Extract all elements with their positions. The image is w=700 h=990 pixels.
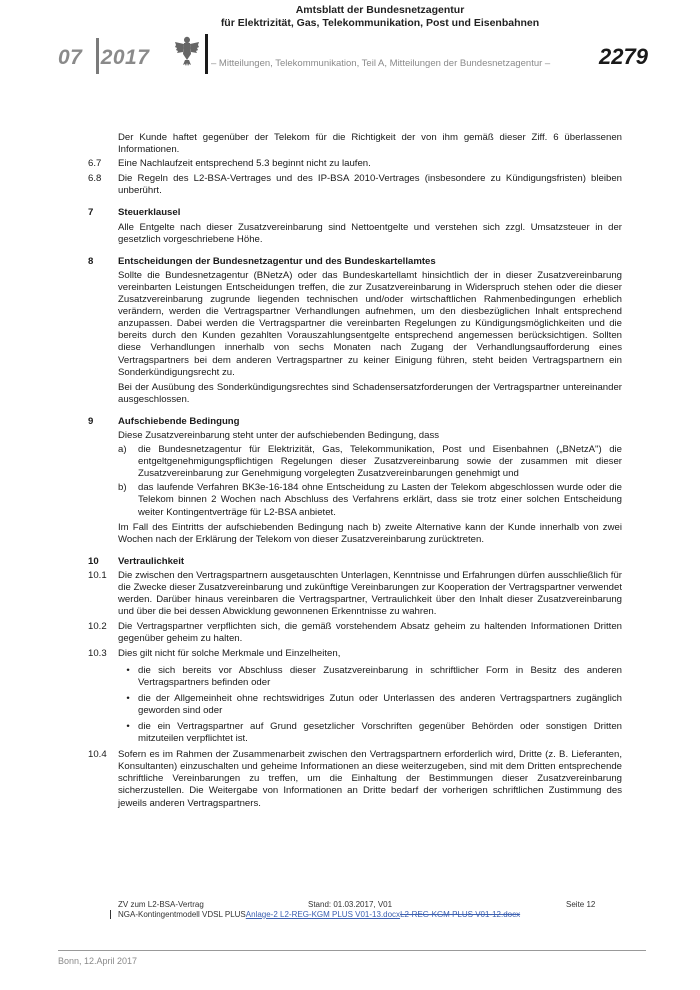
- journal-title-line1: Amtsblatt der Bundesnetzagentur: [295, 4, 465, 16]
- issue-year: 2017: [100, 46, 150, 69]
- clause-10-1: [88, 570, 622, 618]
- bottom-rule: [58, 950, 646, 951]
- bullet-icon: •: [126, 692, 130, 704]
- condition-text: das laufende Verfahren BK3e-16-184 ohne Entscheidung zu Lasten der Telekom abgeschlossen wurde oder die Telekom binnen 2 Wochen nach Abschluss des Verfahrens erklärt, dass sie trotz einer solchen Entscheidung weiter Kontingentverträge für L2-BSA anbietet.: [138, 482, 622, 518]
- section-number: 8: [88, 255, 94, 267]
- clause-text: Sofern es im Rahmen der Zusammenarbeit zwischen den Vertragspartnern erforderlich wird, Dritte (z. B. Lieferanten, Konsultanten) einzuschalten und geheime Informationen an diese weiterzugeben, sind mit dem Dritten entsprechende schriftliche Vereinbarungen zu treffen, um die Einhaltung der Bestimmungen dieser Zusatzvereinbarung sicherzustellen. Die Weitergabe von Informationen an Dritte bedarf der vorherigen schriftlichen Zustimmung des jeweils anderen Vertragspartners.: [118, 749, 622, 809]
- header-divider: [96, 38, 99, 74]
- footer-file-deleted: L2-REG-KGM PLUS V01-12.docx: [400, 910, 521, 919]
- change-bar: [110, 910, 111, 919]
- condition-text: die Bundesnetzagentur für Elektrizität, Gas, Telekommunikation, Post und Eisenbahnen („BNetzA") die entgeltgenehmigungspflichtigen Regelungen dieser Zusatzvereinbarung sowie der zusammen mit dieser Zusatzvereinbarung zur Genehmigung vorgelegten Zusatzvereinbarungen genehmigt und: [138, 444, 622, 480]
- section-9-lead: Diese Zusatzvereinbarung steht unter der aufschiebenden Bedingung, dass: [118, 429, 440, 441]
- condition-label: a): [118, 444, 127, 456]
- page-number: 2279: [599, 44, 648, 69]
- clause-10-2: [88, 621, 622, 645]
- section-9-tail: Im Fall des Eintritts der aufschiebenden Bedingung nach b) zweite Alternative kann der Kunde innerhalb von zwei Wochen nach der Erklärung der Telekom von dieser Zusatzvereinbarung zurücktreten.: [118, 521, 622, 545]
- footer-doc-name: ZV zum L2-BSA-Vertrag: [118, 900, 204, 909]
- list-item: [118, 693, 622, 717]
- journal-subtitle: – Mitteilungen, Telekommunikation, Teil A, Mitteilungen der Bundesnetzagentur –: [211, 58, 551, 69]
- issue-number: 07: [58, 46, 83, 69]
- section-number: 9: [88, 415, 94, 427]
- clause-number: 10.4: [88, 749, 107, 761]
- section-9-heading: [88, 416, 622, 428]
- section-8-paragraph-1: Sollte die Bundesnetzagentur (BNetzA) oder das Bundeskartellamt hinsichtlich der in dieser Zusatzvereinbarung vereinbarten Leistungen Entscheidungen treffen, die zur Zusatzvereinbarung in Widerspruch stehen oder die dieser Zusatzvereinbarung zugrunde liegenden technischen und/oder wirtschaftlichen Rahmenbedingungen erheblich verändern, werden die Vertragspartner Verhandlungen aufnehmen, um den diesbezüglichen Inhalt entsprechend anzupassen. Dabei werden die Vertragspartner die vereinbarten Regelungen zu Kündigungsmöglichkeiten und die bereits durch den Kunden gezahlten Vorauszahlungsentgelte entsprechend angemessen berücksichtigen. Sollten diese Verhandlungen innerhalb von sechs Monaten nach Zugang der Verhandlungsaufforderung eines Vertragspartners bei dem anderen Vertragspartner zu keiner Einigung führen, steht beiden Vertragspartnern ein Sonderkündigungsrecht zu.: [118, 269, 622, 378]
- section-number: 7: [88, 207, 94, 219]
- journal-title: [210, 4, 550, 30]
- section-7-heading: [88, 207, 622, 219]
- clause-text: Die Regeln des L2-BSA-Vertrages und des IP-BSA 2010-Vertrages (insbesondere zu Kündigungsfristen) bleiben unberührt.: [118, 173, 622, 197]
- bullet-icon: •: [126, 664, 130, 676]
- section-8-heading: [88, 256, 622, 268]
- list-item: [118, 665, 622, 689]
- clause-text: Die Vertragspartner verpflichten sich, die gemäß vorstehendem Absatz geheim zu haltenden Informationen Dritten gegenüber geheim zu halten.: [118, 621, 622, 645]
- footer-status: Stand: 01.03.2017, V01: [308, 900, 393, 909]
- section-title: Entscheidungen der Bundesnetzagentur und des Bundeskartellamtes: [118, 255, 436, 267]
- list-item: [118, 721, 622, 745]
- issue-label: [58, 46, 149, 70]
- federal-eagle-icon: [174, 34, 200, 66]
- footer-line-2: [118, 910, 608, 920]
- journal-title-line2: für Elektrizität, Gas, Telekommunikation, Post und Eisenbahnen: [220, 17, 540, 29]
- section-title: Vertraulichkeit: [118, 555, 185, 567]
- section-8-paragraph-2: Bei der Ausübung des Sonderkündigungsrechtes sind Schadensersatzforderungen der Vertragspartner untereinander ausgeschlossen.: [118, 381, 622, 405]
- condition-label: b): [118, 482, 127, 494]
- clause-6-7: [88, 158, 622, 170]
- list-item-text: die der Allgemeinheit ohne rechtswidriges Zutun oder Unterlassen des anderen Vertragspartners zugänglich geworden sind oder: [138, 692, 622, 716]
- condition-b: [118, 482, 622, 518]
- list-item-text: die ein Vertragspartner auf Grund gesetzlicher Vorschriften gegenüber Behörden oder sonstigen Dritten mitzuteilen verpflichtet ist.: [138, 720, 622, 745]
- clause-number: 10.3: [88, 648, 107, 660]
- clause-number: 6.8: [88, 173, 102, 185]
- section-10-heading: [88, 556, 622, 568]
- clause-10-3: [88, 648, 622, 660]
- footer-file-prefix: NGA-Kontingentmodell VDSL PLUS: [118, 910, 246, 919]
- section-title: Aufschiebende Bedingung: [118, 415, 240, 427]
- clause-text: Dies gilt nicht für solche Merkmale und Einzelheiten,: [118, 648, 341, 660]
- bullet-icon: •: [126, 720, 130, 732]
- clause-number: 6.7: [88, 158, 102, 170]
- intro-paragraph: Der Kunde haftet gegenüber der Telekom für die Richtigkeit der von ihm gemäß dieser Ziff. 6 überlassenen Informationen.: [118, 132, 622, 156]
- header-rule: [205, 34, 208, 74]
- clause-number: 10.2: [88, 621, 107, 633]
- document-body: [88, 132, 622, 810]
- place-date: Bonn, 12.April 2017: [58, 956, 138, 966]
- clause-10-4: [88, 749, 622, 809]
- list-item-text: die sich bereits vor Abschluss dieser Zusatzvereinbarung in schriftlicher Form in Besitz des anderen Vertragspartners befinden oder: [138, 664, 622, 688]
- section-title: Steuerklausel: [118, 207, 181, 219]
- clause-text: Die zwischen den Vertragspartnern ausgetauschten Unterlagen, Kenntnisse und Erfahrungen dürfen ausschließlich für die Zwecke dieser Zusatzvereinbarung und zukünftige Vereinbarungen zur Kooperation der Vertragspartner verwendet werden. Darüber hinaus vereinbaren die Vertragspartner, Vertraulichkeit über den Inhalt dieser Zusatzvereinbarung und über die bei dessen Abwicklung gewonnenen Erkenntnisse zu wahren.: [118, 569, 622, 618]
- condition-a: [118, 444, 622, 480]
- clause-text: Eine Nachlaufzeit entsprechend 5.3 beginnt nicht zu laufen.: [118, 158, 371, 170]
- clause-number: 10.1: [88, 569, 107, 581]
- section-7-text: Alle Entgelte nach dieser Zusatzvereinbarung sind Nettoentgelte und verstehen sich zzgl. Umsatzsteuer in der gesetzlich vorgeschriebene Höhe.: [118, 221, 622, 245]
- footer-line-1: [118, 900, 608, 910]
- section-number: 10: [88, 555, 99, 567]
- document-footer: [118, 900, 608, 920]
- clause-6-8: [88, 173, 622, 197]
- footer-page: Seite 12: [566, 900, 596, 909]
- footer-file-inserted: Anlage-2 L2-REG-KGM PLUS V01-13.docx: [245, 910, 401, 919]
